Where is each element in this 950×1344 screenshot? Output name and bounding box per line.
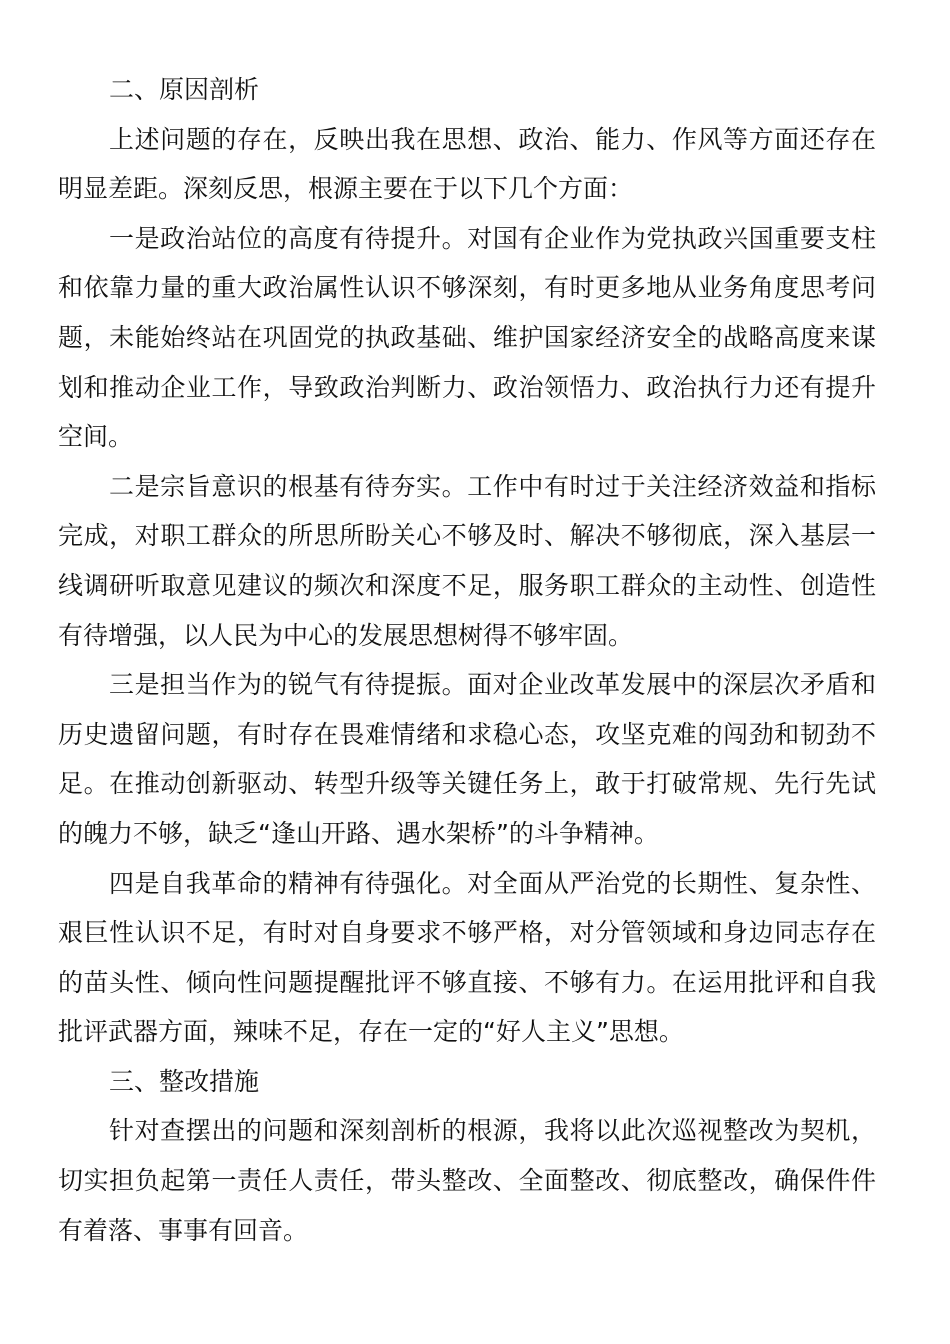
paragraph [58, 660, 876, 858]
text-line: 空间。 [58, 422, 134, 452]
text-line: 针对查摆出的问题和深刻剖析的根源，我将以此次巡视整改为契机， [109, 1116, 876, 1146]
text-line: 二、原因剖析 [109, 75, 260, 104]
text-line: 三是担当作为的锐气有待提振。面对企业改革发展中的深层次矛盾和 [109, 670, 876, 700]
text-line: 和依靠力量的重大政治属性认识不够深刻，有时更多地从业务角度思考问 [58, 273, 876, 303]
paragraph [58, 115, 876, 214]
text-line: 历史遗留问题，有时存在畏难情绪和求稳心态，攻坚克难的闯劲和韧劲不 [58, 719, 876, 749]
text-line: 题，未能始终站在巩固党的执政基础、维护国家经济安全的战略高度来谋 [58, 322, 876, 352]
paragraph [58, 859, 876, 1057]
paragraph [58, 462, 876, 660]
paragraph [58, 214, 876, 462]
text-line: 一是政治站位的高度有待提升。对国有企业作为党执政兴国重要支柱 [109, 223, 876, 253]
text-line: 批评武器方面，辣味不足，存在一定的“好人主义”思想。 [58, 1017, 684, 1047]
paragraph [58, 1106, 876, 1255]
section-heading [58, 65, 876, 115]
text-line: 艰巨性认识不足，有时对自身要求不够严格，对分管领域和身边同志存在 [58, 918, 876, 948]
text-line: 有着落、事事有回音。 [58, 1215, 309, 1245]
text-line: 二是宗旨意识的根基有待夯实。工作中有时过于关注经济效益和指标 [109, 471, 876, 501]
text-line: 四是自我革命的精神有待强化。对全面从严治党的长期性、复杂性、 [109, 868, 876, 898]
text-line: 的魄力不够，缺乏“逢山开路、遇水架桥”的斗争精神。 [58, 818, 659, 848]
text-line: 划和推动企业工作，导致政治判断力、政治领悟力、政治执行力还有提升 [58, 372, 876, 402]
text-line: 足。在推动创新驱动、转型升级等关键任务上，敢于打破常规、先行先试 [58, 769, 876, 799]
text-line: 三、整改措施 [109, 1066, 260, 1096]
text-line: 完成，对职工群众的所思所盼关心不够及时、解决不够彻底，深入基层一 [58, 521, 876, 551]
document-page [58, 65, 876, 1255]
text-line: 线调研听取意见建议的频次和深度不足，服务职工群众的主动性、创造性 [58, 570, 876, 600]
text-line: 的苗头性、倾向性问题提醒批评不够直接、不够有力。在运用批评和自我 [58, 967, 876, 997]
text-line: 上述问题的存在，反映出我在思想、政治、能力、作风等方面还存在 [109, 124, 876, 154]
text-line: 切实担负起第一责任人责任，带头整改、全面整改、彻底整改，确保件件 [58, 1166, 876, 1196]
text-line: 明显差距。深刻反思，根源主要在于以下几个方面： [58, 174, 634, 204]
section-heading [58, 1057, 876, 1107]
text-line: 有待增强，以人民为中心的发展思想树得不够牢固。 [58, 620, 634, 650]
